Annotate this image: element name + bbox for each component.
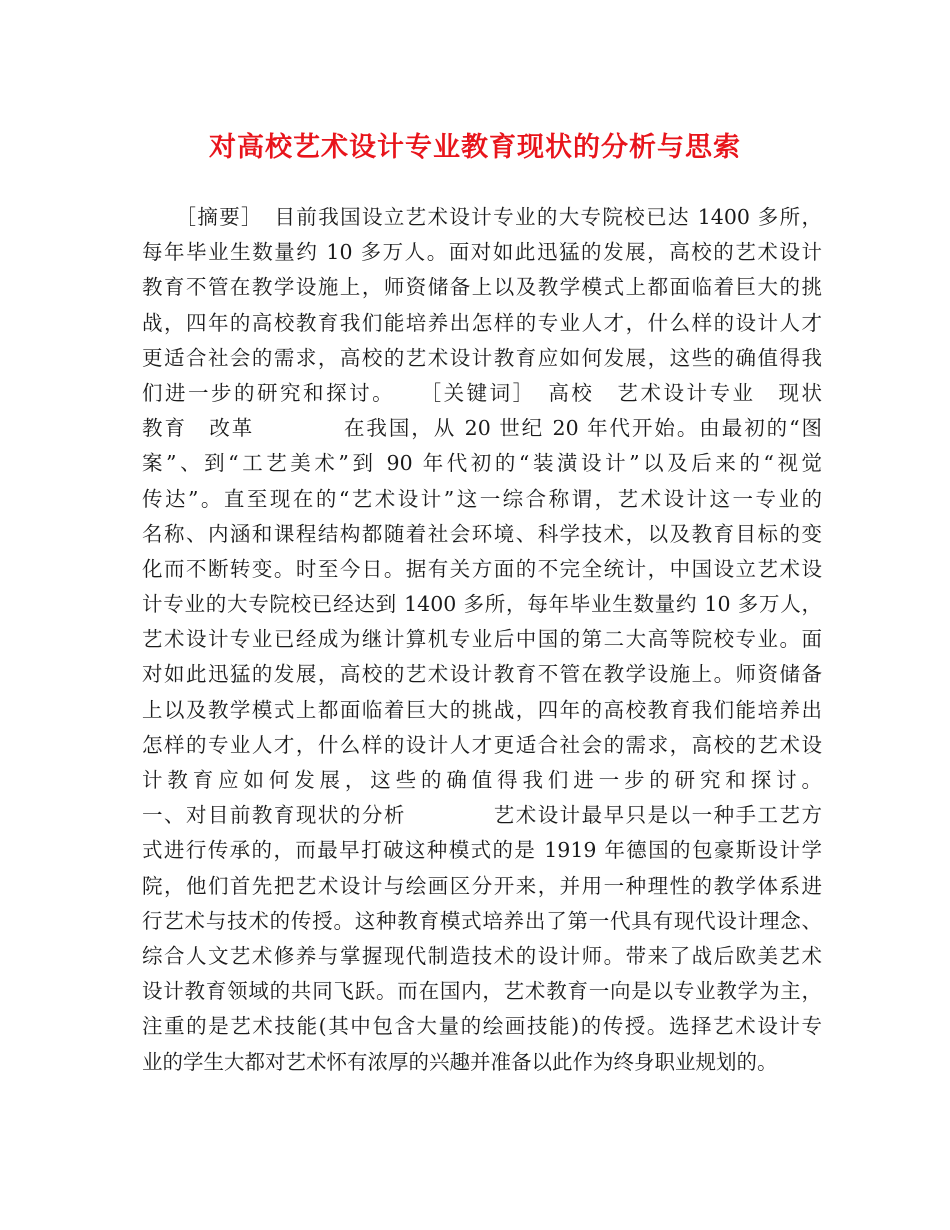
- text-line: 注重的是艺术技能(其中包含大量的绘画技能)的传授。选择艺术设计专: [142, 1014, 822, 1039]
- text-line: 教育 改革 在我国，从 20 世纪 20 年代开始。由最初的“图: [142, 416, 822, 441]
- text-line: 教育不管在教学设施上，师资储备上以及教学模式上都面临着巨大的挑: [142, 275, 822, 300]
- text-line: 更适合社会的需求，高校的艺术设计教育应如何发展，这些的确值得我: [142, 345, 822, 370]
- text-line: 业的学生大都对艺术怀有浓厚的兴趣并准备以此作为终身职业规划的。: [142, 1049, 778, 1074]
- text-line: 上以及教学模式上都面临着巨大的挑战，四年的高校教育我们能培养出: [142, 697, 822, 722]
- text-line: 计专业的大专院校已经达到 1400 多所，每年毕业生数量约 10 多万人，: [142, 592, 822, 617]
- text-line: ［摘要］ 目前我国设立艺术设计专业的大专院校已达 1400 多所，: [142, 205, 822, 229]
- text-line: 每年毕业生数量约 10 多万人。面对如此迅猛的发展，高校的艺术设计: [142, 240, 822, 265]
- text-line: 怎样的专业人才，什么样的设计人才更适合社会的需求，高校的艺术设: [142, 732, 822, 757]
- text-line: 传达”。直至现在的“艺术设计”这一综合称谓，艺术设计这一专业的: [142, 486, 822, 511]
- document-title: 对高校艺术设计专业教育现状的分析与思索: [209, 132, 741, 163]
- text-line: 行艺术与技术的传授。这种教育模式培养出了第一代具有现代设计理念、: [142, 908, 822, 933]
- text-line: 设计教育领域的共同飞跃。而在国内，艺术教育一向是以专业教学为主，: [142, 979, 822, 1004]
- text-line: 化而不断转变。时至今日。据有关方面的不完全统计，中国设立艺术设: [142, 556, 822, 581]
- text-line: 式进行传承的，而最早打破这种模式的是 1919 年德国的包豪斯设计学: [142, 838, 822, 863]
- text-line: 战，四年的高校教育我们能培养出怎样的专业人才，什么样的设计人才: [142, 310, 822, 335]
- text-line: 名称、内涵和课程结构都随着社会环境、科学技术，以及教育目标的变: [142, 521, 822, 546]
- text-line: 案”、到“工艺美术”到 90 年代初的“装潢设计”以及后来的“视觉: [142, 451, 822, 476]
- text-line: 们进一步的研究和探讨。 ［关键词］ 高校 艺术设计专业 现状: [142, 380, 822, 405]
- body-text: [142, 200, 822, 1080]
- text-line: 综合人文艺术修养与掌握现代制造技术的设计师。带来了战后欧美艺术: [142, 943, 822, 968]
- text-line: 一、对目前教育现状的分析 艺术设计最早只是以一种手工艺方: [142, 803, 822, 828]
- text-line: 艺术设计专业已经成为继计算机专业后中国的第二大高等院校专业。面: [142, 627, 822, 652]
- text-line: 院，他们首先把艺术设计与绘画区分开来，并用一种理性的教学体系进: [142, 873, 822, 898]
- text-line: 计教育应如何发展，这些的确值得我们进一步的研究和探讨。: [142, 768, 822, 792]
- text-line: 对如此迅猛的发展，高校的艺术设计教育不管在教学设施上。师资储备: [142, 662, 822, 687]
